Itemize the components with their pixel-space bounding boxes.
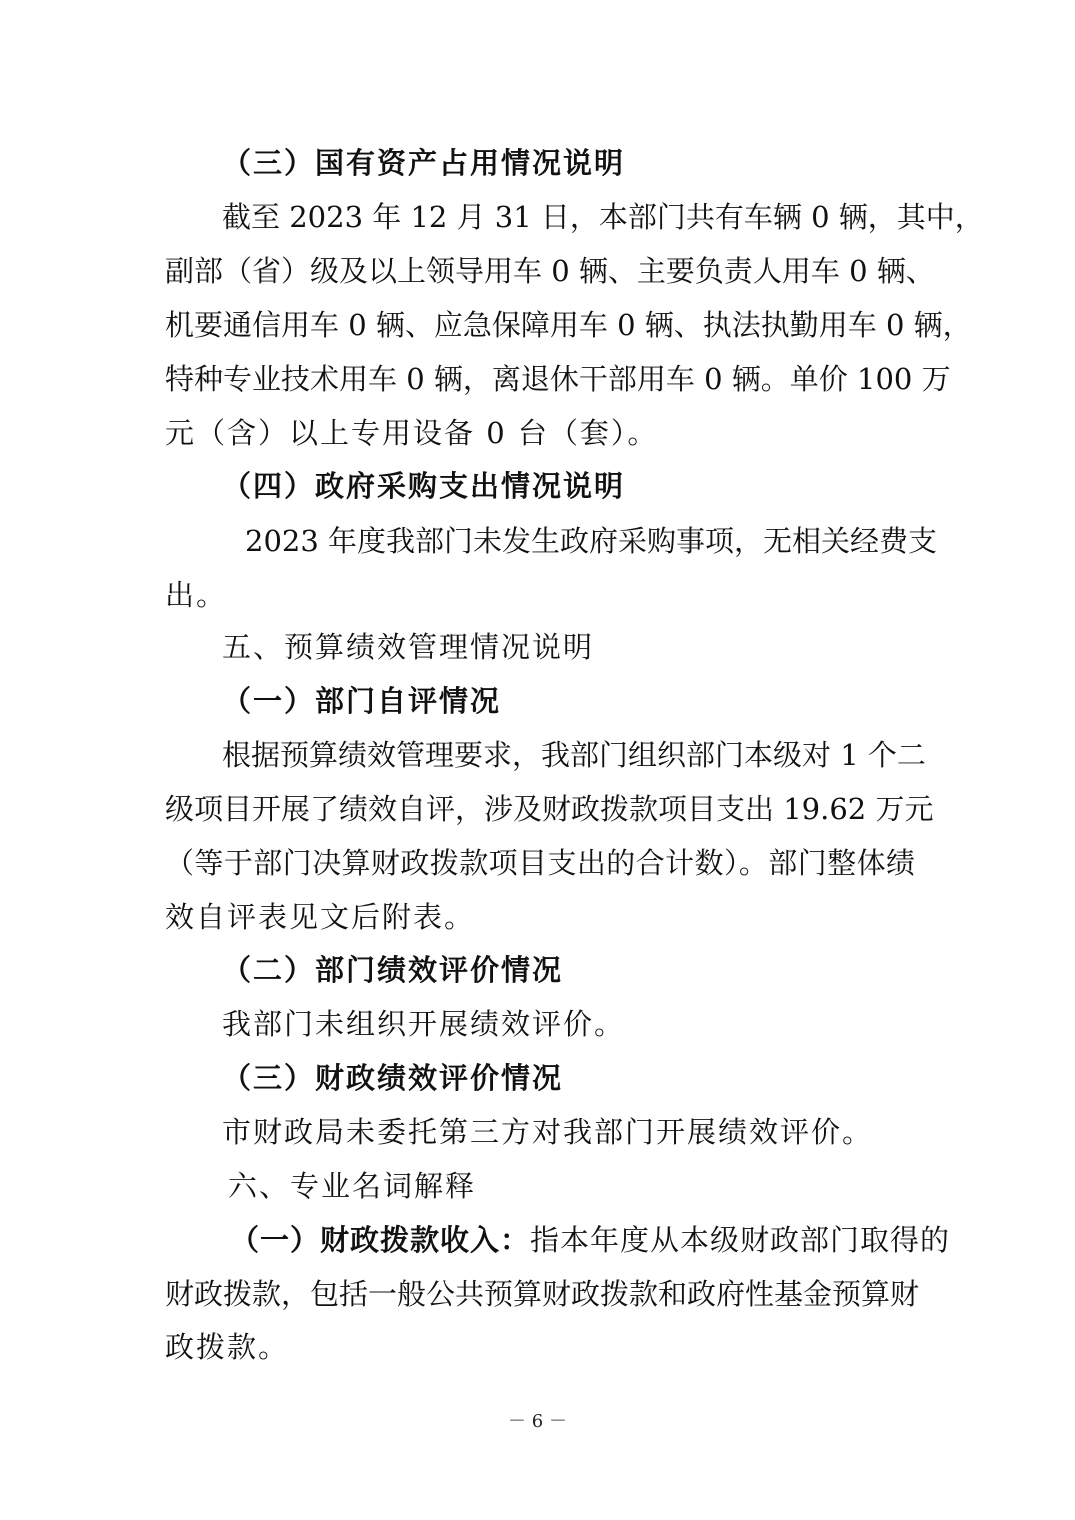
- section-heading-state-assets: （三）国有资产占用情况说明: [222, 146, 626, 180]
- paragraph-line: 政拨款。: [165, 1330, 290, 1364]
- paragraph-line: 特种专业技术用车 0 辆，离退休干部用车 0 辆。单价 100 万: [165, 362, 951, 396]
- paragraph-line: 我部门未组织开展绩效评价。: [222, 1007, 626, 1041]
- paragraph-line: 市财政局未委托第三方对我部门开展绩效评价。: [222, 1115, 874, 1149]
- term-label: （一）财政拨款收入：: [230, 1223, 531, 1257]
- paragraph-line: 根据预算绩效管理要求，我部门组织部门本级对 1 个二: [222, 738, 926, 772]
- paragraph-line: 元（含）以上专用设备 0 台（套）。: [165, 416, 659, 450]
- paragraph-line: 效自评表见文后附表。: [165, 900, 476, 934]
- term-definition-first-line: [230, 1220, 951, 1260]
- subsection-heading-fiscal-evaluation: （三）财政绩效评价情况: [222, 1061, 564, 1095]
- section-heading-gov-procurement: （四）政府采购支出情况说明: [222, 469, 626, 503]
- paragraph-line: 级项目开展了绩效自评，涉及财政拨款项目支出 19.62 万元: [165, 792, 934, 826]
- paragraph-line: （等于部门决算财政拨款项目支出的合计数）。部门整体绩: [165, 846, 915, 880]
- paragraph-line: 2023 年度我部门未发生政府采购事项，无相关经费支: [245, 524, 938, 558]
- subsection-heading-dept-evaluation: （二）部门绩效评价情况: [222, 953, 564, 987]
- term-definition-text: 指本年度从本级财政部门取得的: [530, 1223, 951, 1257]
- paragraph-line: 机要通信用车 0 辆、应急保障用车 0 辆、执法执勤用车 0 辆，: [165, 308, 972, 342]
- paragraph-line: 副部（省）级及以上领导用车 0 辆、主要负责人用车 0 辆、: [165, 254, 935, 288]
- section-heading-terms: 六、专业名词解释: [228, 1169, 477, 1203]
- section-heading-performance-management: 五、预算绩效管理情况说明: [222, 630, 595, 664]
- paragraph-line: 出。: [165, 578, 228, 612]
- paragraph-line: 财政拨款，包括一般公共预算财政拨款和政府性基金预算财: [165, 1277, 920, 1311]
- subsection-heading-self-evaluation: （一）部门自评情况: [222, 684, 502, 718]
- page-number: － 6 －: [508, 1411, 567, 1432]
- paragraph-line: 截至 2023 年 12 月 31 日，本部门共有车辆 0 辆，其中，: [222, 200, 984, 234]
